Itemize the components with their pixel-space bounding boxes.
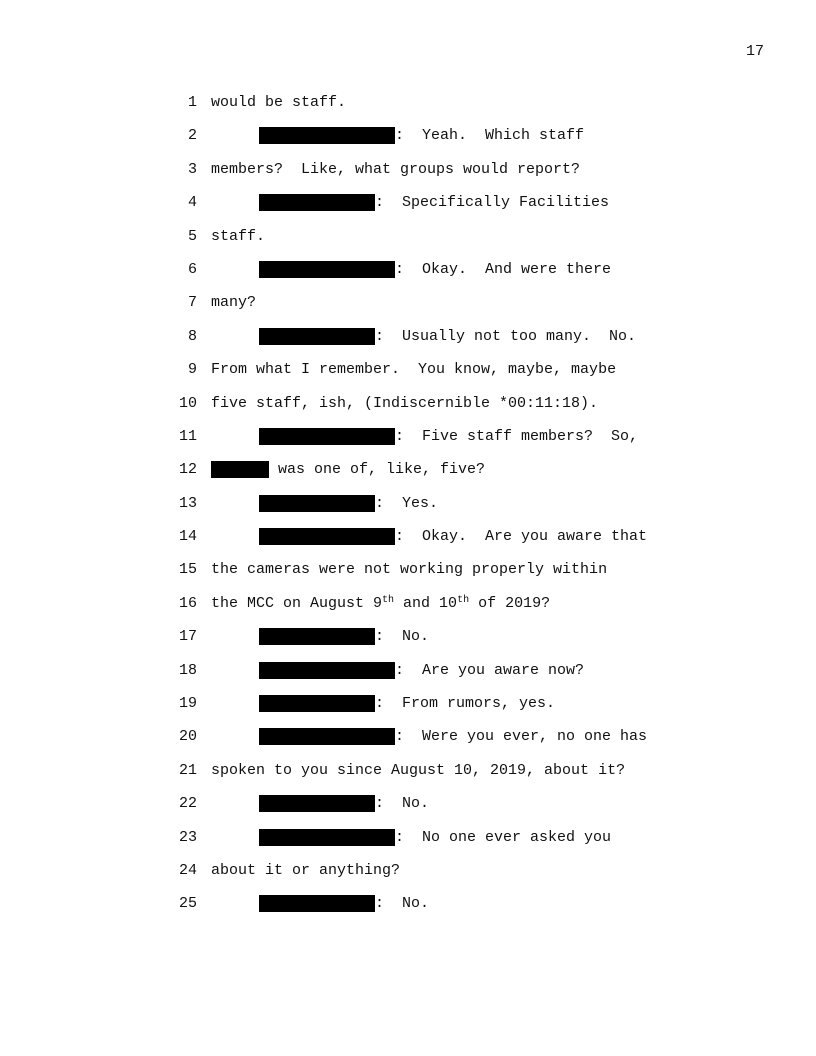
line-text: : No. <box>375 628 430 646</box>
transcript-line-9 <box>0 360 816 393</box>
transcript-line-25 <box>0 894 816 927</box>
redaction-bar <box>259 829 395 846</box>
page-number: 17 <box>745 43 764 60</box>
line-text: : No. <box>375 795 430 813</box>
line-number: 6 <box>187 260 197 278</box>
transcript-line-19 <box>0 694 816 727</box>
redaction-bar <box>259 728 395 745</box>
line-text: spoken to you since August 10, 2019, about it? <box>211 761 626 779</box>
redaction-bar <box>259 628 375 645</box>
line-number: 14 <box>178 528 197 546</box>
transcript-line-13 <box>0 494 816 527</box>
line-text: : Are you aware now? <box>395 661 585 679</box>
line-text: : Were you ever, no one has <box>395 728 648 746</box>
line-number: 23 <box>178 828 197 846</box>
line-number: 2 <box>187 127 197 145</box>
transcript-line-2 <box>0 126 816 159</box>
redaction-bar <box>259 662 395 679</box>
redaction-bar <box>211 461 269 478</box>
redaction-bar <box>259 795 375 812</box>
transcript-line-10 <box>0 394 816 427</box>
line-text: : Five staff members? So, <box>395 427 639 445</box>
transcript-line-6 <box>0 260 816 293</box>
transcript-line-12 <box>0 460 816 493</box>
transcript-line-7 <box>0 293 816 326</box>
redaction-bar <box>259 695 375 712</box>
redaction-bar <box>259 528 395 545</box>
line-text: would be staff. <box>211 94 347 111</box>
line-text: : Okay. Are you aware that <box>395 528 648 546</box>
line-number: 7 <box>187 294 197 312</box>
line-text: : No. <box>375 895 430 913</box>
line-number: 19 <box>178 695 197 713</box>
line-number: 22 <box>178 795 197 813</box>
line-number: 10 <box>178 394 197 412</box>
line-text: many? <box>211 294 257 312</box>
transcript-line-11 <box>0 427 816 460</box>
transcript-line-1 <box>0 93 816 126</box>
line-text: : Specifically Facilities <box>375 194 610 212</box>
line-number: 4 <box>187 194 197 212</box>
transcript-line-16 <box>0 594 816 627</box>
line-number: 8 <box>187 327 197 345</box>
line-number: 11 <box>178 427 197 445</box>
line-text: staff. <box>211 227 266 245</box>
redaction-bar <box>259 495 375 512</box>
line-text: : Usually not too many. No. <box>375 327 637 345</box>
line-text: the cameras were not working properly within <box>211 561 608 579</box>
line-number: 3 <box>187 160 197 178</box>
transcript-line-15 <box>0 560 816 593</box>
transcript-line-5 <box>0 227 816 260</box>
line-text: : Yes. <box>375 494 439 512</box>
line-text: about it or anything? <box>211 861 401 879</box>
line-text: From what I remember. You know, maybe, maybe <box>211 361 617 379</box>
line-text: : Yeah. Which staff <box>395 127 585 145</box>
ordinal-suffix: th <box>457 594 470 606</box>
line-text: : No one ever asked you <box>395 828 612 846</box>
ordinal-suffix: th <box>382 594 395 606</box>
transcript-line-3 <box>0 160 816 193</box>
line-text: was one of, like, five? <box>269 461 486 479</box>
line-number: 17 <box>178 628 197 646</box>
redaction-bar <box>259 194 375 211</box>
transcript-line-14 <box>0 527 816 560</box>
redaction-bar <box>259 328 375 345</box>
transcript-line-21 <box>0 761 816 794</box>
redaction-bar <box>259 261 395 278</box>
redaction-bar <box>259 428 395 445</box>
transcript-line-18 <box>0 661 816 694</box>
transcript-line-22 <box>0 794 816 827</box>
redaction-bar <box>259 127 395 144</box>
line-number: 15 <box>178 561 197 579</box>
line-text-part: of 2019? <box>469 594 551 612</box>
line-text-part: the MCC on August 9 <box>211 594 383 612</box>
transcript-line-4 <box>0 193 816 226</box>
line-number: 16 <box>178 594 197 612</box>
line-text <box>211 594 550 614</box>
line-number: 20 <box>178 728 197 746</box>
line-text: members? Like, what groups would report? <box>211 160 581 178</box>
line-number: 12 <box>178 461 197 479</box>
transcript <box>0 93 816 928</box>
line-number: 1 <box>187 94 197 111</box>
line-number: 13 <box>178 494 197 512</box>
line-number: 21 <box>178 761 197 779</box>
line-number: 9 <box>187 361 197 379</box>
line-number: 18 <box>178 661 197 679</box>
line-text-part: and 10 <box>394 594 458 612</box>
line-number: 24 <box>178 861 197 879</box>
transcript-line-24 <box>0 861 816 894</box>
line-number: 25 <box>178 895 197 913</box>
line-text: five staff, ish, (Indiscernible *00:11:18). <box>211 394 599 412</box>
transcript-line-8 <box>0 327 816 360</box>
transcript-line-17 <box>0 627 816 660</box>
line-number: 5 <box>187 227 197 245</box>
transcript-line-20 <box>0 727 816 760</box>
transcript-line-23 <box>0 828 816 861</box>
redaction-bar <box>259 895 375 912</box>
line-text: : From rumors, yes. <box>375 695 556 713</box>
line-text: : Okay. And were there <box>395 260 612 278</box>
